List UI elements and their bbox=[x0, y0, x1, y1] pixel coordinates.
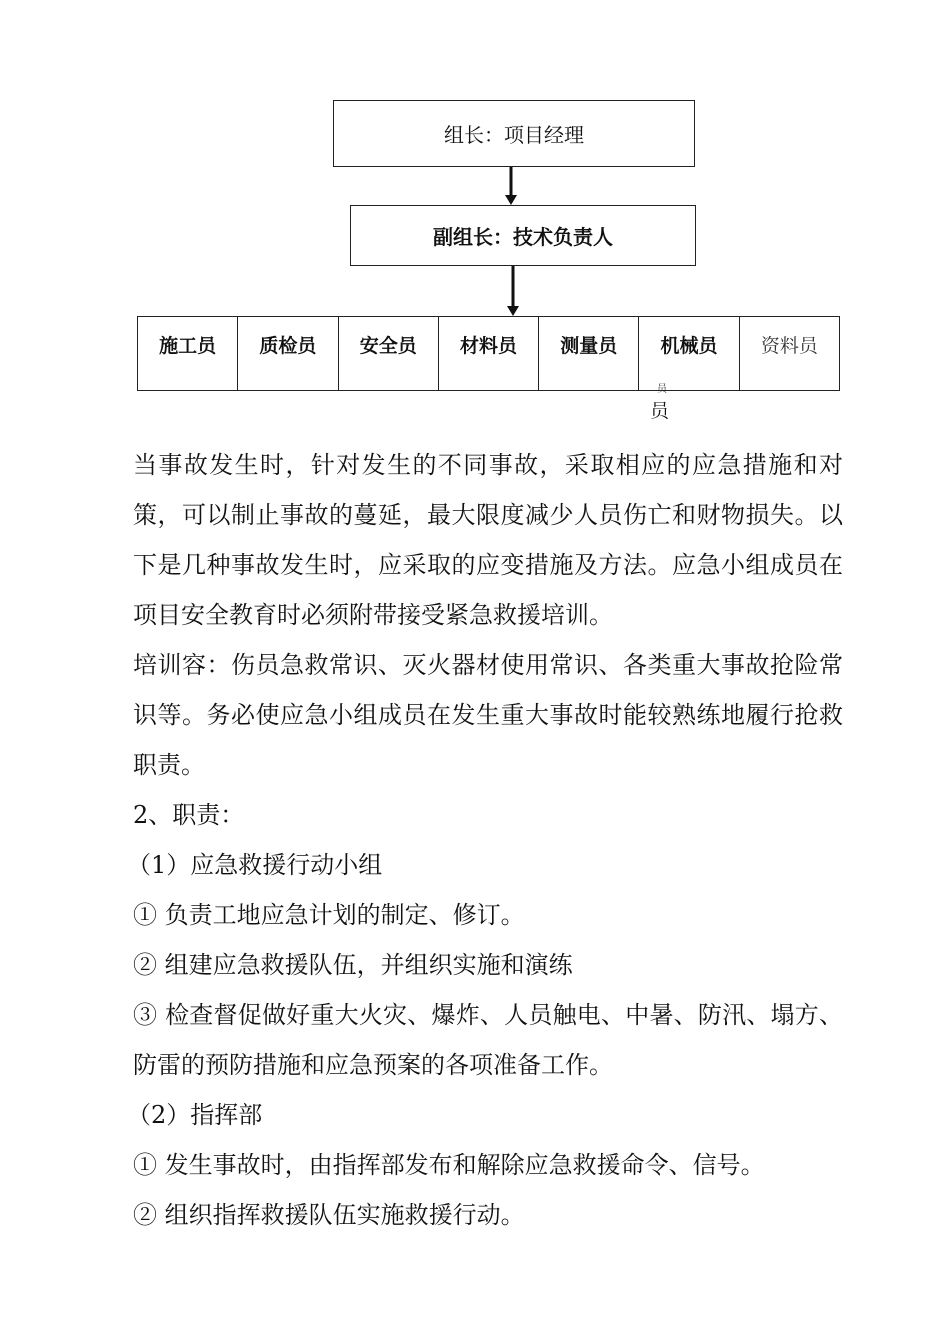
org-member-cell: 测量员 bbox=[539, 317, 639, 390]
list-item: ① 发生事故时，由指挥部发布和解除应急救援命令、信号。 bbox=[133, 1151, 765, 1179]
org-deputy-label: 副组长：技术负责人 bbox=[433, 225, 613, 249]
org-leader-label: 组长：项目经理 bbox=[444, 123, 584, 147]
arrow-down-icon bbox=[503, 167, 519, 207]
training-paragraph bbox=[133, 640, 843, 790]
list-item: ② 组建应急救援队伍，并组织实施和演练 bbox=[133, 951, 573, 979]
list-item: ③ 检查督促做好重大火灾、爆炸、人员触电、中暑、防汛、塌方、防雷的预防措施和应急预案的各项准备工作。 bbox=[133, 1001, 843, 1079]
org-members-row bbox=[137, 316, 840, 391]
org-member-cell: 机械员 bbox=[639, 317, 739, 390]
org-member-cell: 材料员 bbox=[439, 317, 539, 390]
org-member-overflow: 员 bbox=[650, 400, 670, 422]
intro-paragraph bbox=[133, 440, 843, 640]
section-heading: 2、职责： bbox=[133, 801, 245, 829]
training-text: 培训容：伤员急救常识、灭火器材使用常识、各类重大事故抢险常识等。务必使应急小组成员在发生重大事故时能较熟练地履行抢救职责。 bbox=[133, 651, 843, 779]
arrow-down-icon bbox=[505, 266, 521, 318]
org-member-overflow-small: 员 bbox=[657, 384, 667, 395]
list-item-multiline bbox=[133, 990, 843, 1090]
org-deputy-box bbox=[350, 205, 696, 266]
subsection-heading: （2）指挥部 bbox=[127, 1101, 263, 1129]
org-leader-box bbox=[333, 100, 695, 167]
org-member-cell: 施工员 bbox=[138, 317, 238, 390]
list-item: ① 负责工地应急计划的制定、修订。 bbox=[133, 901, 525, 929]
org-member-cell: 资料员 bbox=[760, 335, 818, 357]
subsection-heading: （1）应急救援行动小组 bbox=[127, 851, 383, 879]
intro-text: 当事故发生时，针对发生的不同事故，采取相应的应急措施和对策，可以制止事故的蔓延，最大限度减少人员伤亡和财物损失。以下是几种事故发生时，应采取的应变措施及方法。应急小组成员在项目安全教育时必须附带接受紧急救援培训。 bbox=[133, 451, 843, 629]
org-member-cell: 质检员 bbox=[238, 317, 338, 390]
org-member-cell: 安全员 bbox=[339, 317, 439, 390]
list-item: ② 组织指挥救援队伍实施救援行动。 bbox=[133, 1201, 525, 1229]
